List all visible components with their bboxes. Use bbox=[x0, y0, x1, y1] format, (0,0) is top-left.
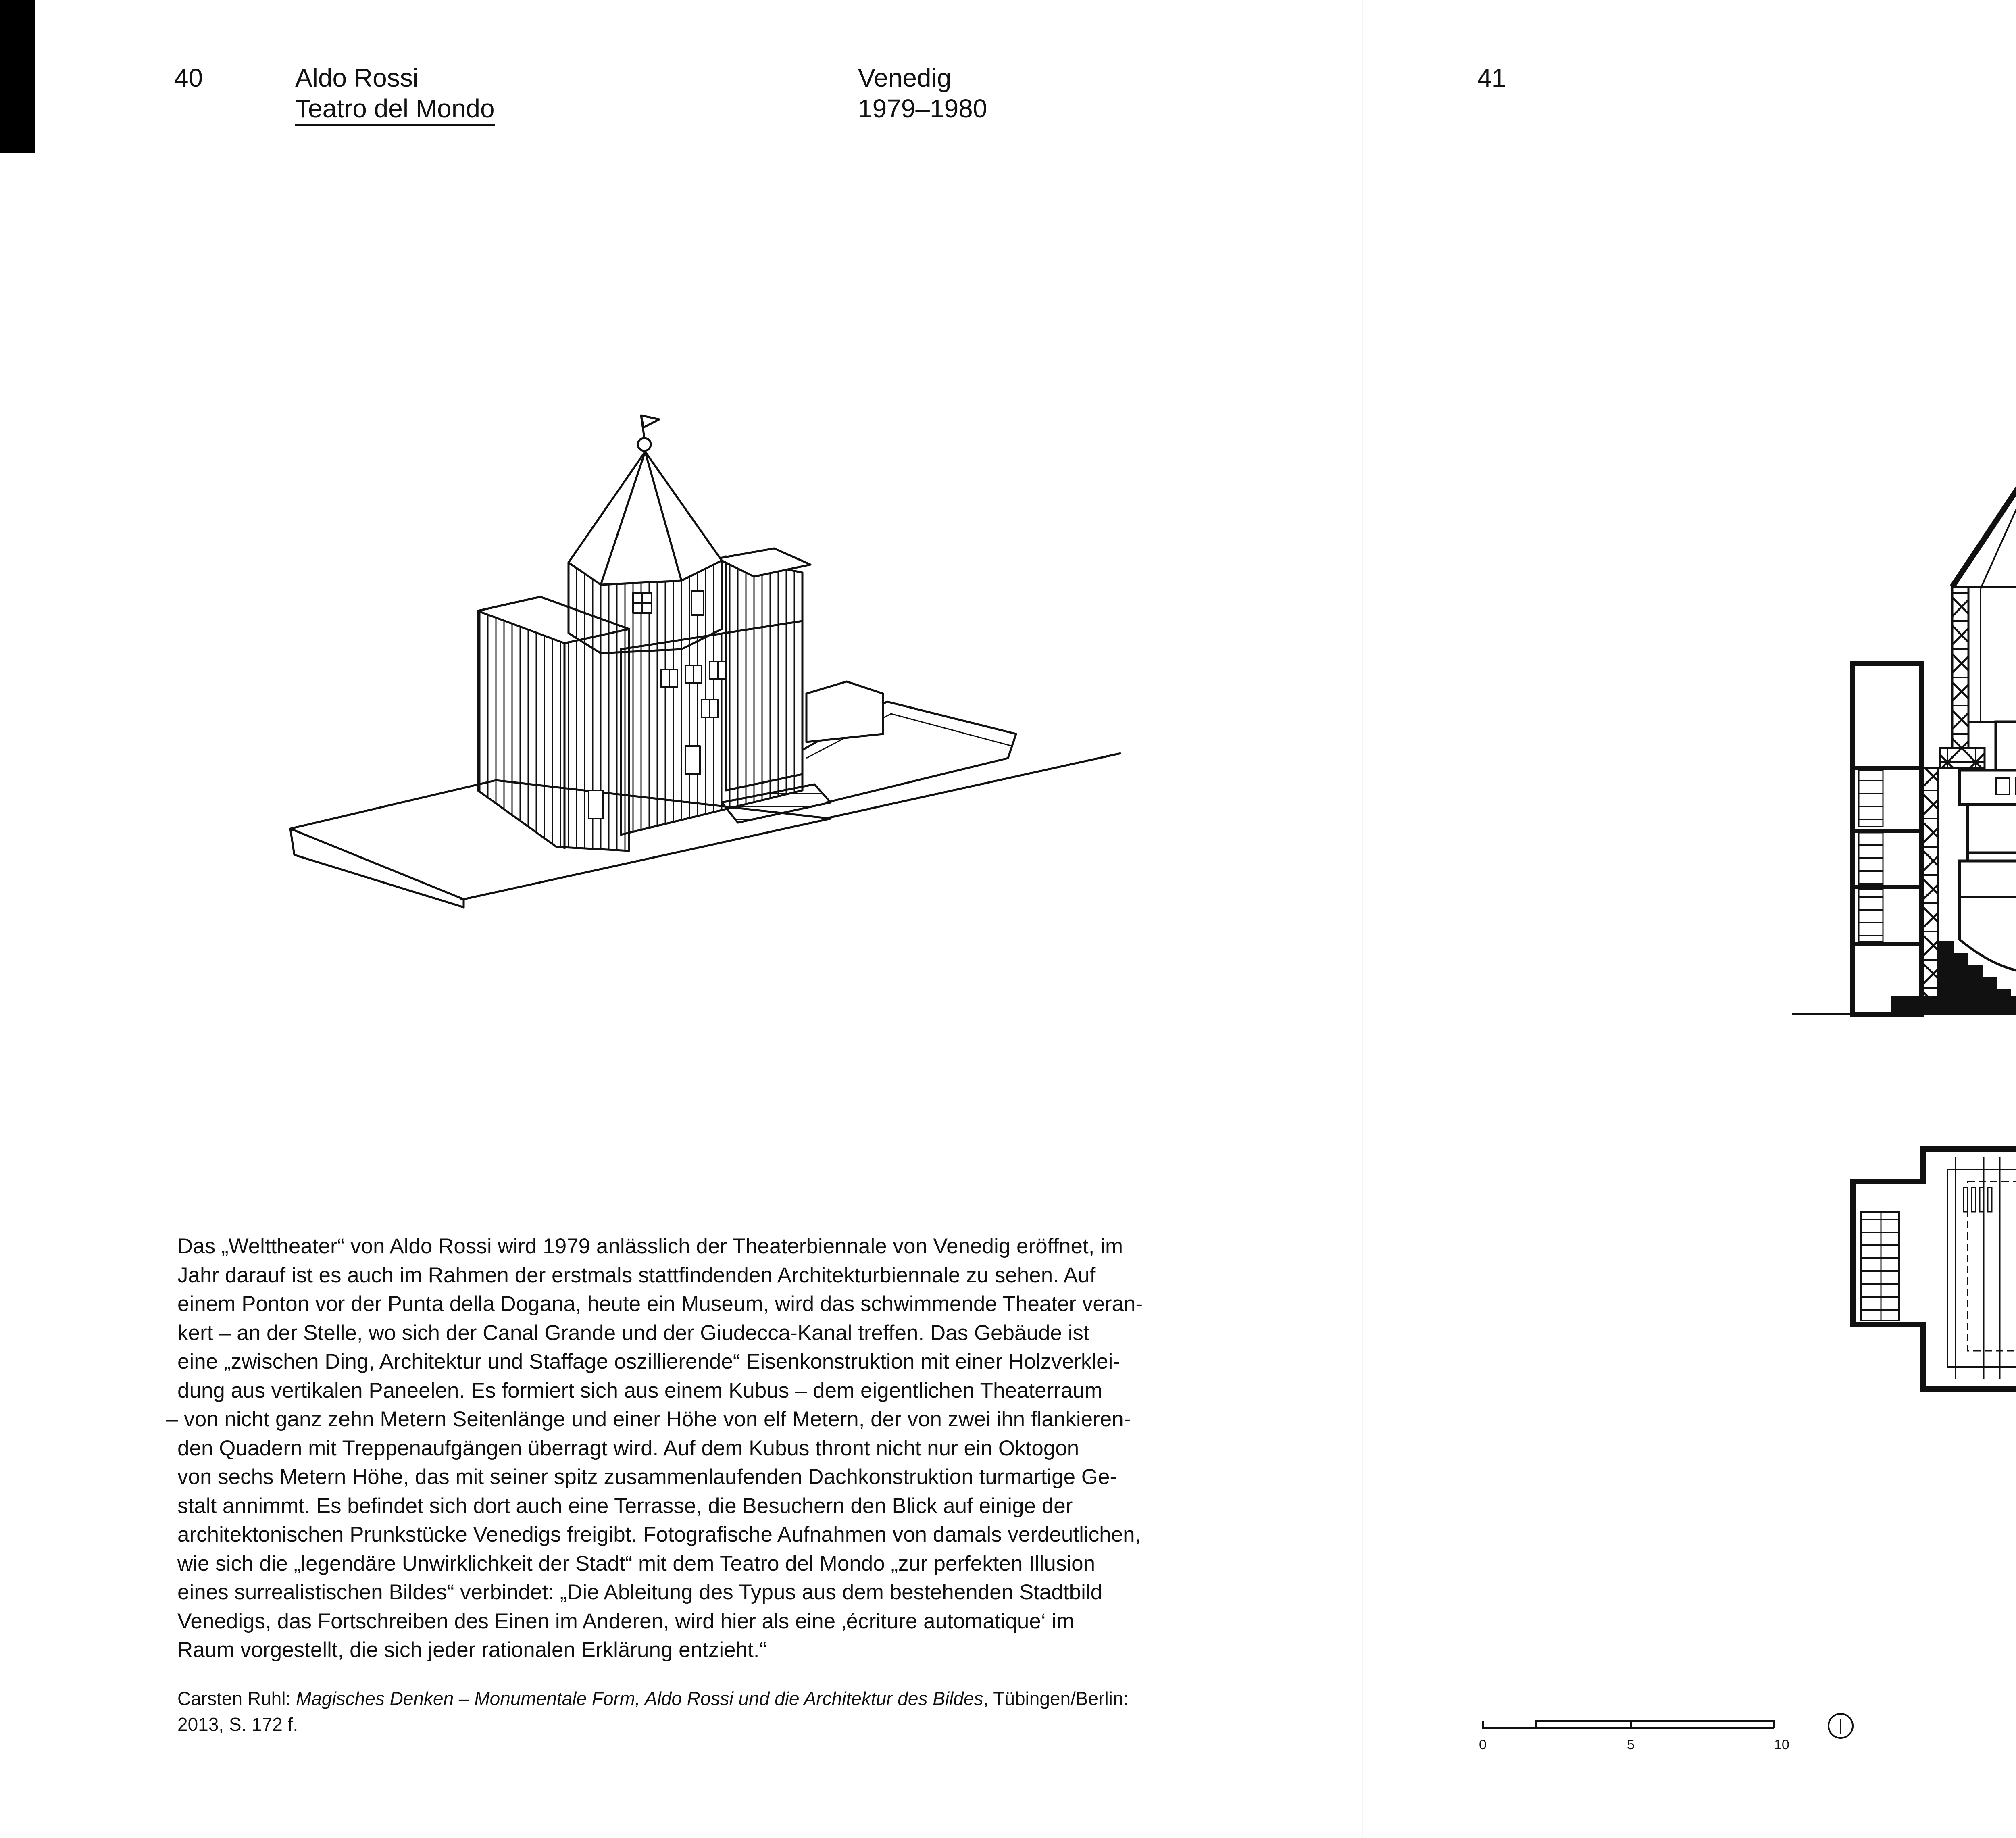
body-line: von sechs Metern Höhe, das mit seiner spitz zusammenlaufenden Dachkonstruktion turmartige Ge- bbox=[177, 1465, 1117, 1489]
body-line: einem Ponton vor der Punta della Dogana, heute ein Museum, wird das schwimmende Theater veran- bbox=[177, 1292, 1143, 1316]
floor-plan-drawing bbox=[1853, 1149, 2016, 1389]
citation-year-pages: 2013, S. 172 f. bbox=[177, 1714, 298, 1735]
scale-label-5: 5 bbox=[1627, 1737, 1635, 1753]
page-number-right: 41 bbox=[1477, 63, 1506, 92]
body-line: kert – an der Stelle, wo sich der Canal Grande und der Giudecca-Kanal treffen. Das Gebäude ist bbox=[177, 1321, 1089, 1345]
project-years: 1979–1980 bbox=[858, 94, 987, 123]
body-line: wie sich die „legendäre Unwirklichkeit der Stadt“ mit dem Teatro del Mondo „zur perfekten Illusion bbox=[177, 1551, 1095, 1575]
body-line: den Quadern mit Treppenaufgängen überragt wird. Auf dem Kubus thront nicht nur ein Oktogon bbox=[177, 1436, 1079, 1460]
body-line: Venedigs, das Fortschreiben des Einen im Anderen, wird hier als eine ‚écriture automatique‘ im bbox=[177, 1609, 1075, 1633]
flag-icon bbox=[641, 415, 659, 427]
scale-label-10: 10 bbox=[1774, 1737, 1789, 1753]
body-line: eines surrealistischen Bildes“ verbindet: „Die Ableitung des Typus aus dem bestehenden Stadtbild bbox=[177, 1580, 1103, 1604]
body-line: architektonischen Prunkstücke Venedigs freigibt. Fotografische Aufnahmen von damals verdeutlichen, bbox=[177, 1523, 1141, 1546]
page-number-left: 40 bbox=[174, 63, 203, 92]
body-line: Jahr darauf ist es auch im Rahmen der erstmals stattfindenden Architekturbiennale zu sehen. Auf bbox=[177, 1263, 1096, 1287]
axonometric-drawing bbox=[290, 415, 1121, 907]
citation-publication: , Tübingen/Berlin: bbox=[983, 1688, 1129, 1709]
body-line: dung aus vertikalen Paneelen. Es formiert sich aus einem Kubus – dem eigentlichen Theaterraum bbox=[177, 1378, 1103, 1402]
north-arrow-icon bbox=[1829, 1714, 1853, 1738]
scale-label-0: 0 bbox=[1479, 1737, 1487, 1753]
body-line: Raum vorgestellt, die sich jeder rationalen Erklärung entzieht.“ bbox=[177, 1638, 767, 1662]
body-line: stalt annimmt. Es befindet sich dort auch eine Terrasse, die Besuchern den Blick auf einige der bbox=[177, 1494, 1073, 1518]
body-line: Das „Welttheater“ von Aldo Rossi wird 1979 anlässlich der Theaterbiennale von Venedig eröffnet, im bbox=[177, 1234, 1123, 1258]
scale-bar bbox=[1479, 1721, 1789, 1753]
body-line: eine „zwischen Ding, Architektur und Staffage oszillierende“ Eisenkonstruktion mit einer Holzverklei- bbox=[177, 1350, 1120, 1373]
project-location: Venedig bbox=[858, 63, 952, 92]
citation-title: Magisches Denken – Monumentale Form, Aldo Rossi und die Architektur des Bildes bbox=[296, 1688, 983, 1709]
architect-name: Aldo Rossi bbox=[295, 63, 419, 92]
body-line: – von nicht ganz zehn Metern Seitenlänge und einer Höhe von elf Metern, der von zwei ihn flankieren- bbox=[166, 1407, 1131, 1431]
citation-author: Carsten Ruhl: bbox=[177, 1688, 296, 1709]
project-title: Teatro del Mondo bbox=[295, 94, 495, 126]
section-drawing bbox=[1792, 359, 2016, 1014]
